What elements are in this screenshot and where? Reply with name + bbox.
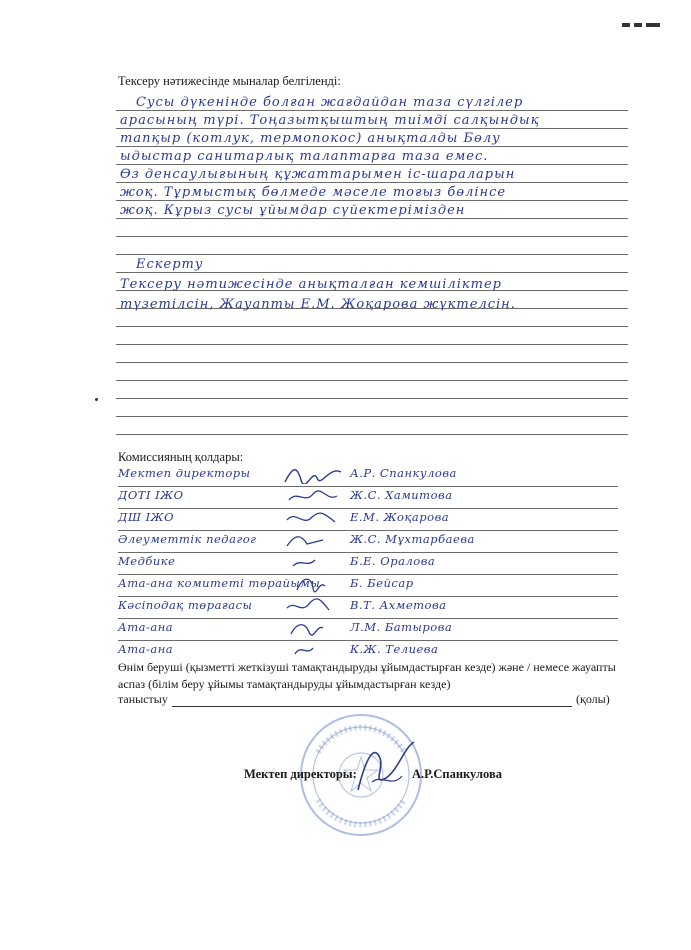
commission-row (118, 596, 618, 618)
commission-role: Ата-ана (118, 620, 174, 634)
signature-scribble-icon (283, 508, 343, 528)
commission-role: Әлеуметтік педагог (118, 532, 257, 546)
acquainted-signature-hint: (қолы) (576, 692, 610, 706)
stray-dot (95, 398, 98, 401)
director-title: Мектеп директоры: (244, 767, 357, 781)
commission-row (118, 530, 618, 552)
finding-line: арасының түрі. Тоңазытқыштың тиімді салқындық (120, 113, 540, 128)
signature-scribble-icon (283, 640, 343, 660)
commission-role: Ата-ана комитеті төрайымы (118, 576, 321, 590)
commission-name: Ж.С. Мұхтарбаева (350, 532, 475, 546)
scan-corner-mark (622, 14, 664, 18)
commission-name: В.Т. Ахметова (350, 598, 447, 612)
commission-name: А.Р. Спанкулова (350, 466, 457, 480)
director-name: А.Р.Спанкулова (412, 767, 502, 781)
commission-heading: Комиссияның қолдары: (118, 450, 244, 464)
commission-role: ДОТІ ІЖО (118, 488, 184, 502)
signature-scribble-icon (283, 530, 343, 550)
acquainted-signature-line (172, 706, 572, 707)
finding-line: жоқ. Кұрыз сусы ұйымдар сүйектерімізден (120, 203, 466, 218)
commission-row (118, 464, 618, 486)
commission-row (118, 640, 618, 660)
signature-scribble-icon (283, 464, 343, 484)
commission-row (118, 574, 618, 596)
commission-role: Ата-ана (118, 642, 174, 656)
conclusion-label: Ескерту (136, 257, 204, 272)
signature-scribble-icon (283, 618, 343, 638)
finding-line: Өз денсаулығының құжаттарымен іс-шараларын (120, 167, 516, 182)
commission-name: Ж.С. Хамитова (350, 488, 453, 502)
signature-scribble-icon (283, 596, 343, 616)
supplier-text-line: Өнім беруші (қызметті жеткізуші тамақтандыруды ұйымдастырған кезде) және / немесе жауапты (118, 660, 616, 674)
commission-name: Б. Бейсар (350, 576, 414, 590)
commission-role: Мектеп директоры (118, 466, 251, 480)
acquainted-row (118, 692, 638, 710)
acquainted-label: таныстыу (118, 692, 168, 706)
commission-role: Кәсіподақ төрағасы (118, 598, 253, 612)
commission-name: Б.Е. Оралова (350, 554, 436, 568)
commission-row (118, 618, 618, 640)
commission-name: К.Ж. Телиева (350, 642, 439, 656)
finding-line: Сусы дүкенінде болған жағдайдан таза сүлгілер (136, 95, 524, 110)
signature-scribble-icon (283, 486, 343, 506)
commission-name: Е.М. Жоқарова (350, 510, 450, 524)
commission-name: Л.М. Батырова (350, 620, 453, 634)
commission-role: Медбике (118, 554, 176, 568)
finding-line: жоқ. Тұрмыстық бөлмеде мәселе тоғыз бөлінсе (120, 185, 507, 200)
signature-scribble-icon (283, 552, 343, 572)
supplier-text-line: аспаз (білім беру ұйымы тамақтандыруды ұйымдастырған кезде) (118, 677, 451, 691)
finding-line: тапқыр (котлук, термопокос) анықталды Бөлу (120, 131, 501, 146)
conclusion-line: түзетілсін, Жауапты Е.М. Жоқарова жүктелсін. (120, 297, 516, 312)
findings-heading: Тексеру нәтижесінде мыналар белгіленді: (118, 74, 341, 88)
commission-row (118, 486, 618, 508)
commission-row (118, 552, 618, 574)
commission-role: ДШ ІЖО (118, 510, 175, 524)
conclusion-line: Тексеру нәтижесінде анықталған кемшіліктер (120, 277, 502, 292)
signature-scribble-icon (283, 574, 343, 594)
commission-row (118, 508, 618, 530)
finding-line: ыдыстар санитарлық талаптарға таза емес. (120, 149, 489, 164)
